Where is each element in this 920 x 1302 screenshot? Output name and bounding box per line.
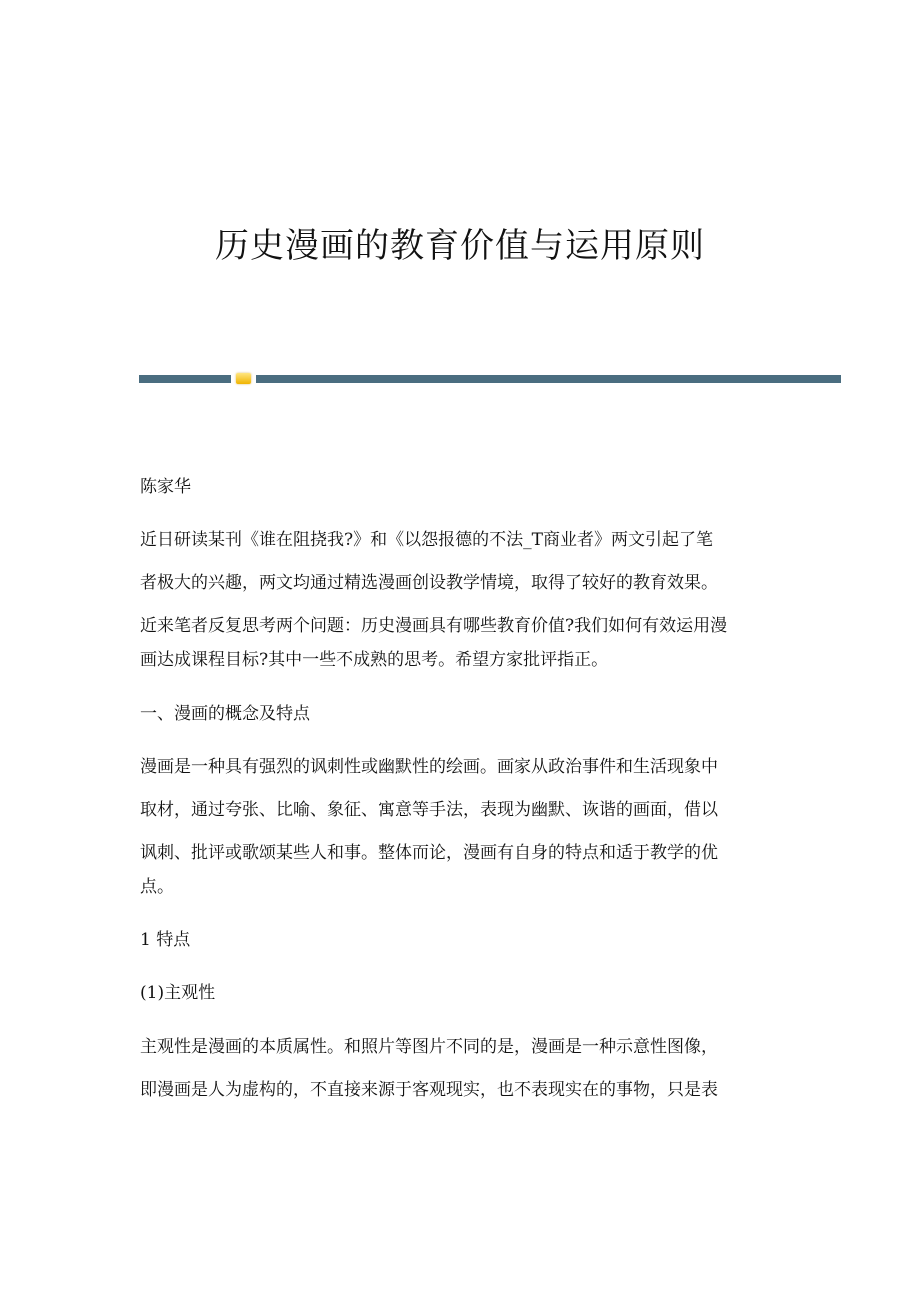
subsection-heading: 1 特点: [140, 930, 191, 950]
paragraph-line: 近日研读某刊《谁在阻挠我?》和《以怨报德的不法_T商业者》两文引起了笔: [140, 530, 713, 550]
section-heading: 一、漫画的概念及特点: [140, 704, 310, 724]
paragraph-line: 即漫画是人为虚构的，不直接来源于客观现实，也不表现实在的事物，只是表: [140, 1080, 718, 1100]
paragraph-line: 取材，通过夸张、比喻、象征、寓意等手法，表现为幽默、诙谐的画面，借以: [140, 800, 718, 820]
document-title: 历史漫画的教育价值与运用原则: [215, 226, 705, 266]
paragraph-line: 近来笔者反复思考两个问题：历史漫画具有哪些教育价值?我们如何有效运用漫: [140, 616, 728, 636]
paragraph-line: 主观性是漫画的本质属性。和照片等图片不同的是，漫画是一种示意性图像，: [140, 1037, 718, 1057]
author: 陈家华: [140, 477, 191, 497]
paragraph-line: 讽刺、批评或歌颂某些人和事。整体而论，漫画有自身的特点和适于教学的优: [140, 843, 718, 863]
paragraph-line: 画达成课程目标?其中一些不成熟的思考。希望方家批评指正。: [140, 650, 609, 670]
paragraph-line: 者极大的兴趣，两文均通过精选漫画创设教学情境，取得了较好的教育效果。: [140, 573, 718, 593]
divider-right: [256, 375, 841, 383]
divider-ornament-icon: [236, 373, 251, 384]
divider-left: [139, 375, 231, 383]
subsection-heading: (1)主观性: [140, 983, 216, 1003]
paragraph-line: 点。: [140, 877, 174, 897]
paragraph-line: 漫画是一种具有强烈的讽刺性或幽默性的绘画。画家从政治事件和生活现象中: [140, 757, 718, 777]
